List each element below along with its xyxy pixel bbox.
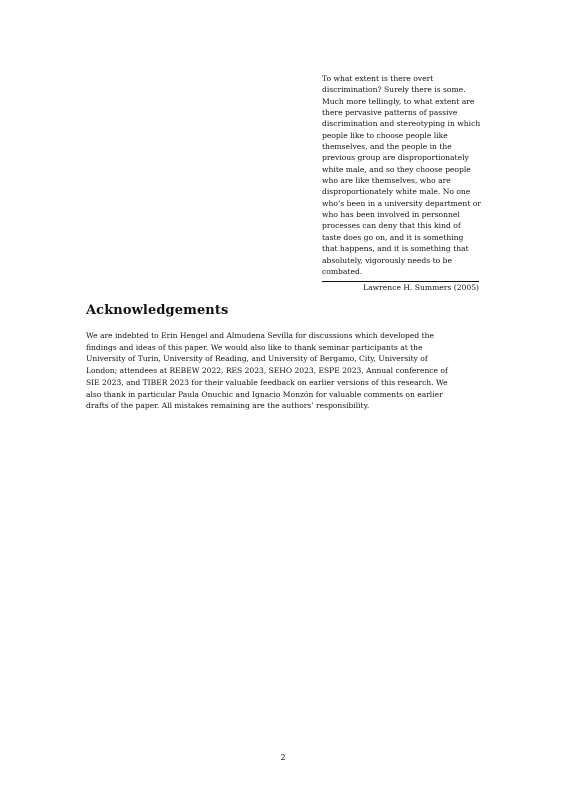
paragraph-line: also thank in particular Paula Onuchic and Ignacio Monzón for valuable comments on earlier [86, 389, 443, 399]
paragraph-line: findings and ideas of this paper. We would also like to thank seminar participants at the [86, 342, 423, 352]
epigraph-line: taste does go on, and it is something [322, 232, 464, 242]
epigraph-line: discrimination and stereotyping in which [322, 119, 481, 129]
epigraph-line: that happens, and it is something that [322, 244, 469, 254]
epigraph-line: combated. [322, 266, 363, 276]
epigraph-quote [322, 73, 482, 293]
epigraph-line: processes can deny that this kind of [322, 221, 461, 231]
epigraph-line: people like to choose people like [322, 130, 448, 140]
paragraph-line: SIE 2023, and TIBER 2023 for their valuable feedback on earlier versions of this research. We [86, 377, 448, 387]
epigraph-line: To what extent is there overt [322, 74, 434, 83]
epigraph-line: previous group are disproportionately [322, 153, 469, 163]
paragraph-line: We are indebted to Erin Hengel and Almudena Sevilla for discussions which developed the [86, 331, 434, 340]
paragraph-line: University of Turin, University of Reading, and University of Bergamo, City, University of [86, 354, 428, 364]
epigraph-line: white male, and so they choose people [322, 164, 471, 174]
epigraph-line: there pervasive patterns of passive [322, 108, 458, 118]
epigraph-attribution: Lawrence H. Summers (2005) [363, 283, 479, 293]
epigraph-text [322, 73, 482, 277]
epigraph-line: who has been involved in personnel [322, 210, 460, 220]
acknowledgements-paragraph [86, 330, 482, 412]
epigraph-rule [322, 281, 479, 282]
epigraph-line: disproportionately white male. No one [322, 187, 471, 197]
paragraph-line: drafts of the paper. All mistakes remaining are the authors’ responsibility. [86, 401, 370, 411]
epigraph-line: who are like themselves, who are [322, 176, 451, 186]
epigraph-line: Much more tellingly, to what extent are [322, 96, 475, 106]
epigraph-line: who’s been in a university department or [322, 198, 481, 208]
epigraph-line: discrimination? Surely there is some. [322, 85, 466, 95]
page-number: 2 [280, 753, 286, 762]
epigraph-line: themselves, and the people in the [322, 142, 452, 152]
epigraph-line: absolutely, vigorously needs to be [322, 255, 452, 265]
paragraph-line: London; attendees at REBEW 2022, RES 2023, SEHO 2023, ESPE 2023, Annual conference of [86, 366, 448, 376]
section-title-acknowledgements: Acknowledgements [86, 303, 229, 318]
